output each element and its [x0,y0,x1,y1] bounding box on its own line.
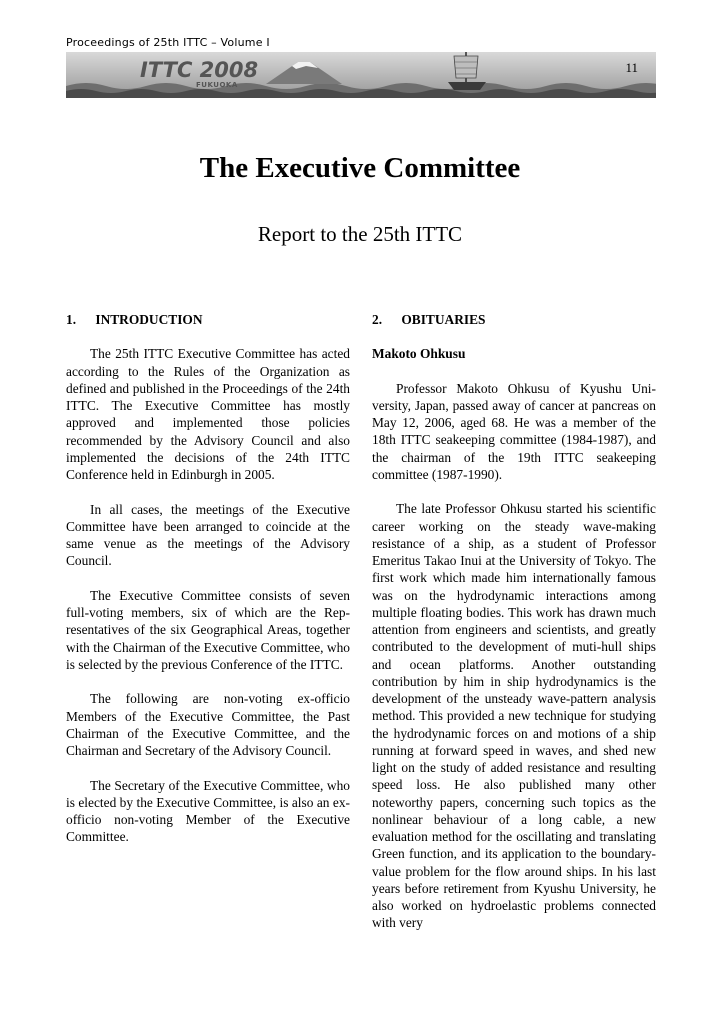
right-column [372,311,656,949]
running-head: Proceedings of 25th ITTC – Volume I [66,36,270,49]
obituary-name: Makoto Ohkusu [372,346,466,362]
paragraph: Professor Makoto Ohkusu of Kyushu University, Japan, passed away of cancer at pancreas on May 12, 2006, aged 68. He was a member of the 18th ITTC seakeeping committee (1984-1987), and the chairman of the 19th ITTC seakeeping committee (1987-1990). [372,380,656,482]
paragraph: The 25th ITTC Executive Committee has acted according to the Rules of the Organization as defined and published in the Proceedings of the 24th ITTC. The Executive Committee has mostly approved and implemented those policies recommended by the Advisory Council and also implemented the decisions of the 24th ITTC Conference held in Edinburgh in 2005. [66,346,350,482]
ittc-logo: ITTC 2008 [140,58,259,82]
section-heading-introduction [66,311,350,328]
section-number: 2. [372,312,383,327]
section-title: OBITUARIES [401,312,486,327]
section-heading-obituaries [372,311,656,328]
left-column [66,311,350,863]
paragraph: In all cases, the meetings of the Executive Committee have been arranged to coincide at the same venue as the meetings of the Advisory Council. [66,501,350,569]
paragraph: The following are non-voting ex-officio Members of the Executive Committee, the Past Chairman of the Executive Committee, and the Chairman and Secretary of the Advisory Council. [66,691,350,758]
section-title: INTRODUCTION [95,312,203,327]
page-number: 11 [625,60,638,75]
paper-title: The Executive Committee [199,152,521,184]
section-number: 1. [66,312,77,327]
paper-subtitle: Report to the 25th ITTC [257,222,463,246]
paragraph: The late Professor Ohkusu started his scientific career working on the steady wave-making resistance of a ship, as a student of Professor Emeritus Takao Inui at the University of Tokyo. The first work which made him internationally famous was on the hydrodynamic interactions among multiple floating bodies. This work has drawn much attention from engineers and scientists, and greatly contributed to the development of muti-hull ships and ocean platforms. Another outstanding contribution by him in ship hydrodynamics is the development of the unsteady wave-pattern analysis method. This provided a new technique for studying the hydrodynamic forces on and motions of a ship running at forward speed in waves, and shed new light on the study of added resistance and resulting speed loss. He also published many other noteworthy papers, concerning such topics as the nonlinear behaviour of a long cable, a new evaluation method for the oscillating and translating Green function, and its application to the boundary-value problem for the flow around ships. In his last years before retirement from Kyushu University, he also worked on hydroelastic problems connected with very [372,501,656,931]
paragraph: The Secretary of the Executive Committee, who is elected by the Executive Committee, is also an ex-officio non-voting Member of the Executive Committee. [66,777,350,845]
paragraph: The Executive Committee consists of seven full-voting members, six of which are the Representatives of the six Geographical Areas, together with the Chairman of the Executive Committee, who is selected by the previous Conference of the ITTC. [66,587,350,672]
ittc-logo-location: FUKUOKA [196,81,238,89]
